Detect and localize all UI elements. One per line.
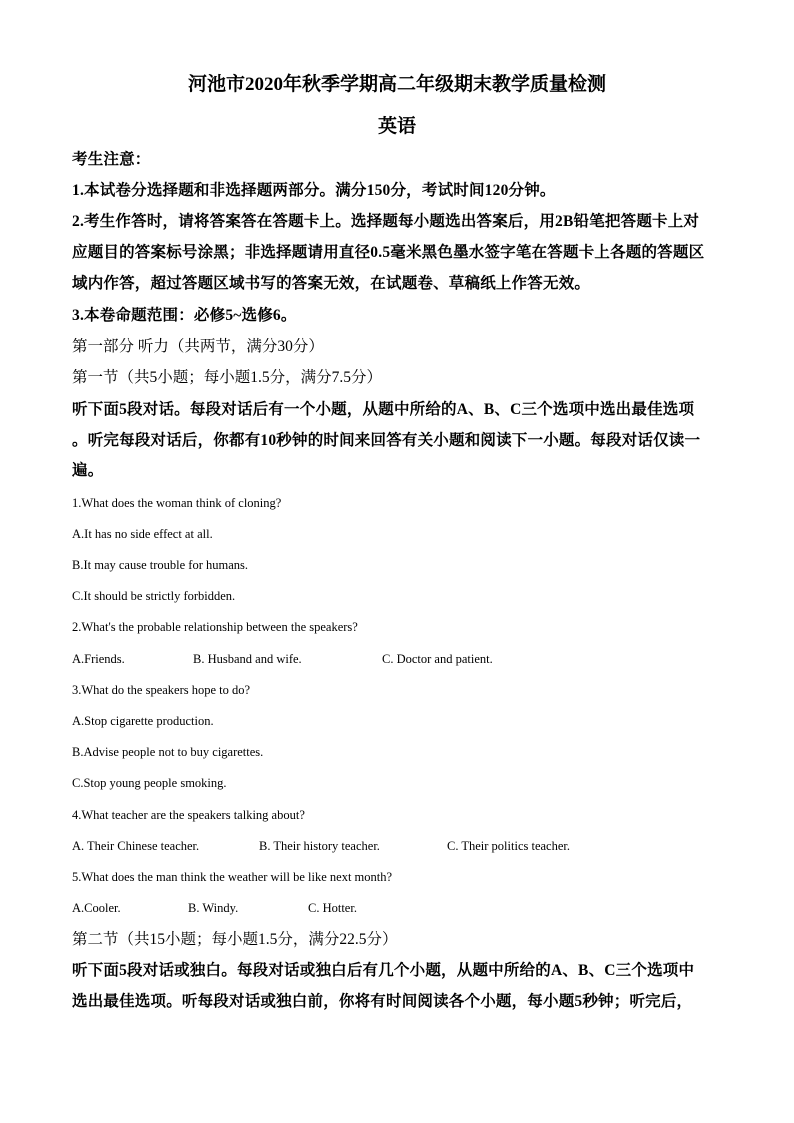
option-b: B. Their history teacher. xyxy=(259,839,380,853)
option-a: A. Their Chinese teacher. xyxy=(72,839,200,853)
section1-heading: 第一节（共5小题；每小题1.5分，满分7.5分） xyxy=(72,369,383,386)
option-c: C.It should be strictly forbidden. xyxy=(72,589,236,603)
option-a: A.It has no side effect at all. xyxy=(72,527,213,541)
notice-item: 应题目的答案标号涂黑；非选择题请用直径0.5毫米黑色墨水签字笔在答题卡上各题的答题区 xyxy=(72,244,705,261)
option-a: A.Stop cigarette production. xyxy=(72,714,214,728)
notice-heading: 考生注意： xyxy=(72,151,151,168)
question-2: 2.What's the probable relationship between the speakers? xyxy=(72,620,358,634)
option-b: B.Advise people not to buy cigarettes. xyxy=(72,745,264,759)
notice-item: 1.本试卷分选择题和非选择题两部分。满分150分，考试时间120分钟。 xyxy=(72,182,556,199)
option-b: B. Husband and wife. xyxy=(193,652,302,666)
part1-heading: 第一部分 听力（共两节，满分30分） xyxy=(72,338,324,355)
option-a: A.Cooler. xyxy=(72,901,121,915)
option-a: A.Friends. xyxy=(72,652,125,666)
option-c: C. Doctor and patient. xyxy=(382,652,493,666)
section1-instructions: 遍。 xyxy=(72,462,104,479)
question-5: 5.What does the man think the weather will be like next month? xyxy=(72,870,393,884)
question-3: 3.What do the speakers hope to do? xyxy=(72,683,251,697)
exam-title: 河池市2020年秋季学期高二年级期末教学质量检测 xyxy=(187,74,606,95)
question-4: 4.What teacher are the speakers talking about? xyxy=(72,808,305,822)
section2-instructions: 听下面5段对话或独白。每段对话或独白后有几个小题，从题中所给的A、B、C三个选项中 xyxy=(72,962,695,979)
option-c: C. Their politics teacher. xyxy=(447,839,570,853)
notice-item: 3.本卷命题范围：必修5~选修6。 xyxy=(72,307,297,324)
option-b: B.It may cause trouble for humans. xyxy=(72,558,248,572)
section1-instructions: 听下面5段对话。每段对话后有一个小题，从题中所给的A、B、C三个选项中选出最佳选项 xyxy=(72,401,695,418)
section1-instructions: 。听完每段对话后，你都有10秒钟的时间来回答有关小题和阅读下一小题。每段对话仅读一 xyxy=(72,432,701,449)
notice-item: 2.考生作答时，请将答案答在答题卡上。选择题每小题选出答案后，用2B铅笔把答题卡上对 xyxy=(72,213,700,230)
section2-heading: 第二节（共15小题；每小题1.5分，满分22.5分） xyxy=(72,931,398,948)
question-1: 1.What does the woman think of cloning? xyxy=(72,496,282,510)
section2-instructions: 选出最佳选项。听每段对话或独白前，你将有时间阅读各个小题，每小题5秒钟；听完后， xyxy=(72,993,693,1010)
option-c: C. Hotter. xyxy=(308,901,357,915)
subject-title: 英语 xyxy=(377,116,416,137)
notice-item: 域内作答，超过答题区域书写的答案无效，在试题卷、草稿纸上作答无效。 xyxy=(72,275,591,292)
option-b: B. Windy. xyxy=(188,901,239,915)
option-c: C.Stop young people smoking. xyxy=(72,776,227,790)
